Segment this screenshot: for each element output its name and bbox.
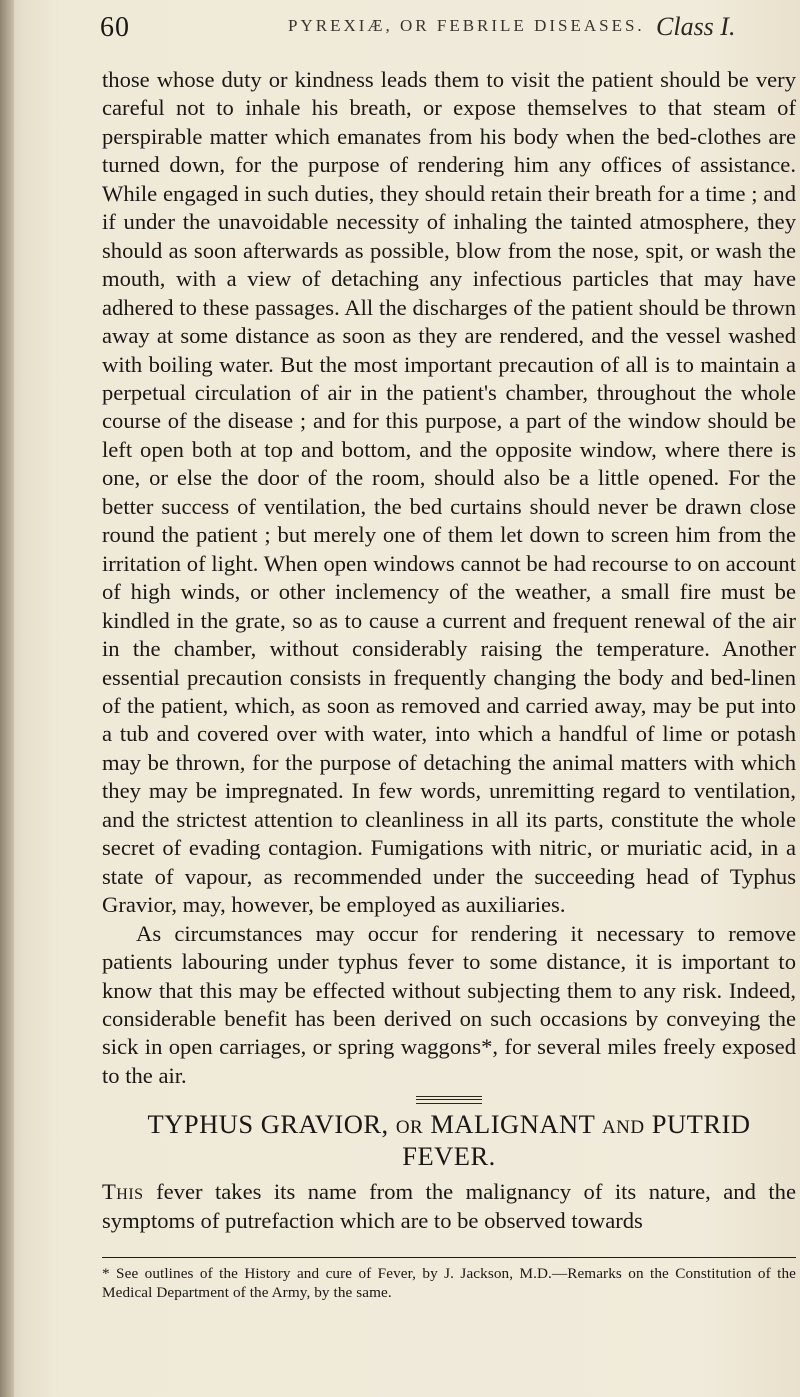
section-intro — [102, 1178, 796, 1235]
paragraph: those whose duty or kindness leads them to visit the patient should be very careful not to inhale his breath, or expose themselves to that steam of perspirable matter which emanates from his body when the bed-clothes are turned down, for the purpose of rendering him any offices of assistance. While engaged in such duties, they should retain their breath for a time ; and if under the unavoidable necessity of inhaling the tainted atmosphere, they should as soon afterwards as possible, blow from the nose, spit, or wash the mouth, with a view of detaching any infectious particles that may have adhered to these passages. All the discharges of the patient should be thrown away at some distance as soon as they are rendered, and the vessel washed with boiling water. But the most important precaution of all is to maintain a perpetual circulation of air in the patient's chamber, throughout the whole course of the disease ; and for this purpose, a part of the window should be left open both at top and bottom, and the opposite window, where there is one, or else the door of the room, should also be a little opened. For the better success of ventilation, the bed curtains should never be drawn close round the patient ; but merely one of them let down to screen him from the irritation of light. When open windows cannot be had recourse to on account of high winds, or other inclemency of the weather, a small fire must be kindled in the grate, so as to cause a current and frequent renewal of the air in the chamber, without considerably raising the temperature. Another essential precaution consists in frequently changing the body and bed-linen of the patient, which, as soon as removed and carried away, may be put into a tub and covered over with water, into which a handful of lime or potash may be thrown, for the purpose of detaching the animal matters with which they may be impregnated. In few words, unremitting regard to ventilation, and the strictest attention to cleanliness in all its parts, constitute the whole secret of evading contagion. Fumigations with nitric, or muriatic acid, in a state of vapour, as recommended under the succeeding head of Typhus Gravior, may, however, be employed as auxiliaries. — [102, 67, 796, 918]
page-number: 60 — [100, 12, 130, 43]
heading-connector: OR — [395, 1117, 424, 1139]
intro-text: fever takes its name from the malignancy of its nature, and the symptoms of putrefaction which are to be observed towards — [102, 1179, 796, 1233]
heading-part: TYPHUS GRAVIOR, — [147, 1109, 389, 1140]
page-header — [100, 4, 790, 44]
heading-part: FEVER. — [402, 1141, 496, 1172]
body-text — [102, 66, 796, 1302]
book-gutter — [0, 0, 14, 1397]
heading-connector: AND — [601, 1117, 645, 1139]
section-heading — [102, 1110, 796, 1170]
class-label: Class I. — [656, 12, 736, 41]
intro-first-word: This — [102, 1179, 144, 1205]
heading-part: PUTRID — [651, 1109, 751, 1140]
heading-part: MALIGNANT — [430, 1109, 595, 1140]
footnote: * See outlines of the History and cure of Fever, by J. Jackson, M.D.—Remarks on the Constitution of the Medical Department of the Army, by the same. — [102, 1265, 796, 1302]
running-title: PYREXIÆ, OR FEBRILE DISEASES. — [288, 16, 645, 35]
paragraph: As circumstances may occur for rendering it necessary to remove patients labouring under typhus fever to some distance, it is important to know that this may be effected without subjecting them to any risk. Indeed, considerable benefit has been derived on such occasions by conveying the sick in open carriages, or spring waggons*, for several miles freely exposed to the air. — [102, 920, 796, 1088]
footnote-rule — [102, 1257, 796, 1258]
section-divider — [416, 1096, 482, 1104]
